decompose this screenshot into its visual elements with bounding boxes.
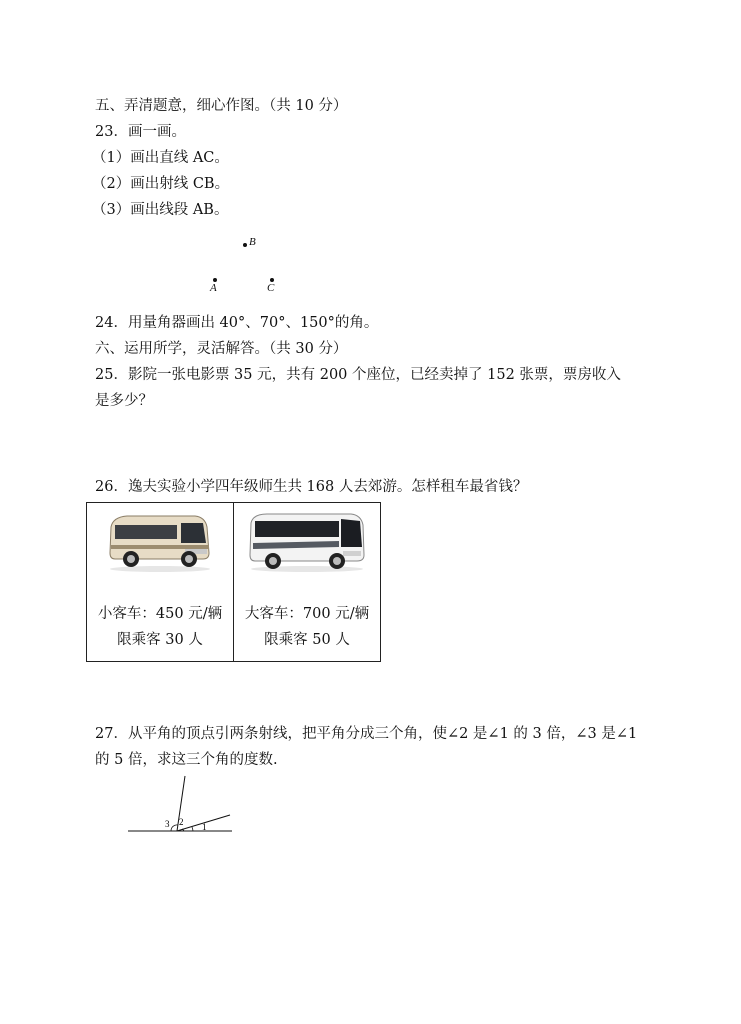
large-bus-price: 大客车：700 元/辆 <box>244 606 370 622</box>
q23-item-2: （2）画出射线 CB。 <box>92 176 230 192</box>
angle-3-label: 3 <box>165 819 170 829</box>
minibus-icon <box>105 509 215 573</box>
straight-angle-figure <box>120 770 250 840</box>
section6-heading: 六、运用所学，灵活解答。（共 30 分） <box>95 341 348 357</box>
large-bus-cell <box>234 503 381 662</box>
coach-bus-icon <box>247 509 367 573</box>
bus-options-table <box>86 502 381 662</box>
small-bus-price: 小客车：450 元/辆 <box>97 606 223 622</box>
point-c-label: C <box>267 282 275 294</box>
large-bus-capacity: 限乘客 50 人 <box>264 632 350 648</box>
q25-line2: 是多少？ <box>95 393 153 409</box>
q24: 24．用量角器画出 40°、70°、150°的角。 <box>95 315 379 331</box>
point-a-label: A <box>210 282 217 294</box>
angle-2-label: 2 <box>179 817 184 827</box>
q27-line1: 27．从平角的顶点引两条射线，把平角分成三个角，使∠2 是∠1 的 3 倍，∠3 是∠1 <box>95 726 638 742</box>
q27-line2: 的 5 倍，求这三个角的度数. <box>95 752 278 768</box>
q23-item-1: （1）画出直线 AC。 <box>92 150 229 166</box>
section5-heading: 五、弄清题意，细心作图。（共 10 分） <box>95 98 348 114</box>
point-b-label: B <box>249 236 256 248</box>
angle-1-label: 1 <box>202 822 207 832</box>
q23-title: 23．画一画。 <box>95 124 186 140</box>
small-bus-cell <box>87 503 234 662</box>
q25-line1: 25．影院一张电影票 35 元，共有 200 个座位，已经卖掉了 152 张票，票房收入 <box>95 367 621 383</box>
q23-item-3: （3）画出线段 AB。 <box>92 202 229 218</box>
point-b-dot <box>243 243 247 247</box>
q26-title: 26．逸夫实验小学四年级师生共 168 人去郊游。怎样租车最省钱？ <box>95 479 528 495</box>
small-bus-capacity: 限乘客 30 人 <box>117 632 203 648</box>
